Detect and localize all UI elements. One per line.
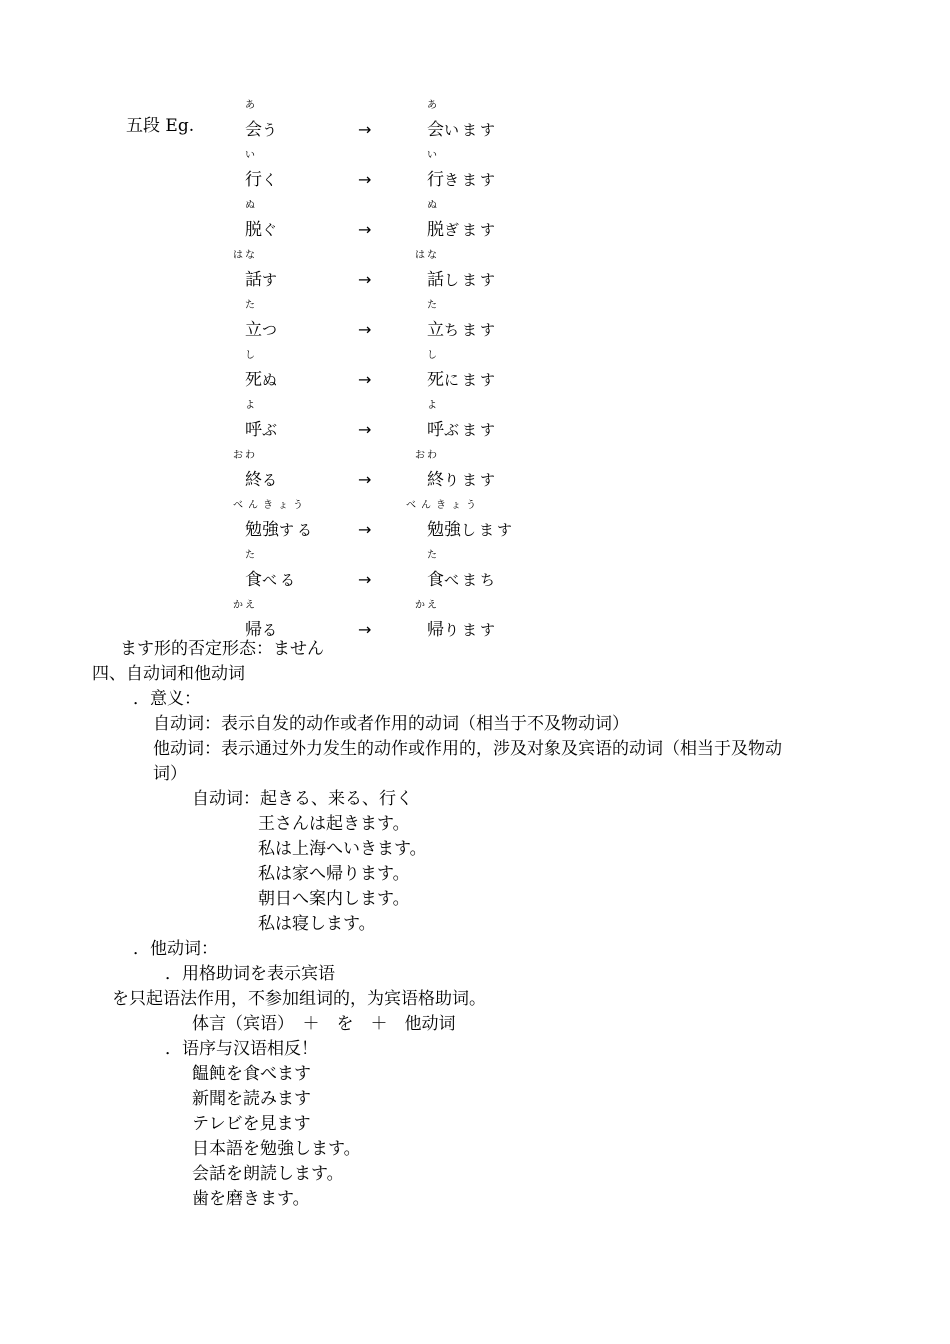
conjugation-row <box>0 550 950 590</box>
arrow-icon: → <box>358 520 372 539</box>
dictionary-form-kanji: 脱 <box>245 220 262 240</box>
transitive-subpoint-1: ．用格助词を表示宾语 <box>165 964 335 984</box>
dictionary-form-kanji: 行 <box>245 170 262 190</box>
arrow-icon: → <box>358 120 372 139</box>
masu-form-kana: きます <box>444 171 499 189</box>
dictionary-form <box>245 420 280 440</box>
dictionary-form-furigana: た <box>245 300 257 311</box>
dictionary-form-furigana: おわ <box>233 450 257 461</box>
dictionary-form-kanji: 帰 <box>245 620 262 640</box>
conjugation-row <box>0 450 950 490</box>
dictionary-form <box>245 320 280 340</box>
conjugation-row <box>0 250 950 290</box>
transitive-example: 歯を磨きます。 <box>192 1189 310 1209</box>
dictionary-form <box>245 120 280 140</box>
section-heading-4: 四、自动词和他动词 <box>92 664 245 684</box>
masu-form-furigana: よ <box>427 400 439 411</box>
dictionary-form-kana: く <box>262 171 281 189</box>
masu-form <box>427 370 498 390</box>
dictionary-form-furigana: い <box>245 150 257 161</box>
masu-form-kanji: 帰 <box>427 620 444 640</box>
dictionary-form-kana: ぬ <box>262 371 281 389</box>
dictionary-form-kana: つ <box>262 321 281 339</box>
conjugation-row <box>0 600 950 640</box>
transitive-example: 会話を朗読します。 <box>192 1164 344 1184</box>
dictionary-form <box>245 520 315 540</box>
masu-form-furigana: おわ <box>415 450 439 461</box>
dictionary-form-kanji: 食 <box>245 570 262 590</box>
masu-form-kana: します <box>461 521 516 539</box>
masu-form-kanji: 食 <box>427 570 444 590</box>
dictionary-form-furigana: かえ <box>233 600 257 611</box>
masu-form-furigana: い <box>427 150 439 161</box>
masu-form-kana: ぶます <box>444 421 499 439</box>
masu-form-furigana: ぬ <box>427 200 439 211</box>
dictionary-form-furigana: よ <box>245 400 257 411</box>
meaning-heading: ．意义： <box>133 689 201 709</box>
masu-form-kana: にます <box>444 371 499 389</box>
intransitive-examples-heading: 自动词：起きる、来る、行く <box>192 789 413 809</box>
intransitive-example: 私は上海へいきます。 <box>258 839 427 859</box>
masu-form <box>427 120 498 140</box>
masu-form-kanji: 勉強 <box>427 520 461 540</box>
dictionary-form <box>245 220 280 240</box>
dictionary-form-kanji: 会 <box>245 120 262 140</box>
masu-form-kanji: 話 <box>427 270 444 290</box>
dictionary-form <box>245 370 280 390</box>
masu-form-kanji: 会 <box>427 120 444 140</box>
masu-form-furigana: かえ <box>415 600 439 611</box>
dictionary-form <box>245 570 298 590</box>
conjugation-row <box>0 100 950 140</box>
arrow-icon: → <box>358 320 372 339</box>
dictionary-form-kanji: 死 <box>245 370 262 390</box>
transitive-example: 饂飩を食べます <box>192 1064 311 1084</box>
dictionary-form-kana: う <box>262 121 281 139</box>
masu-form-kanji: 行 <box>427 170 444 190</box>
dictionary-form-kana: ぐ <box>262 221 281 239</box>
masu-form-kanji: 死 <box>427 370 444 390</box>
masu-form-kana: ります <box>444 471 499 489</box>
transitive-example: 新聞を読みます <box>192 1089 311 1109</box>
transitive-heading: ．他动词： <box>133 939 218 959</box>
object-particle-note: を只起语法作用，不参加组词的，为宾语格助词。 <box>112 989 486 1009</box>
dictionary-form-kana: す <box>262 271 281 289</box>
masu-form-furigana: べんきょう <box>406 500 481 511</box>
transitive-example: 日本語を勉強します。 <box>192 1139 361 1159</box>
masu-form <box>427 520 515 540</box>
conjugation-row <box>0 300 950 340</box>
intransitive-example: 私は寝します。 <box>258 914 376 934</box>
dictionary-form-kanji: 勉強 <box>245 520 279 540</box>
godan-example-label: 五段 Eg. <box>126 116 195 136</box>
conjugation-row <box>0 200 950 240</box>
dictionary-form-furigana: はな <box>233 250 257 261</box>
dictionary-form-kana: る <box>262 471 281 489</box>
transitive-subpoint-2: ．语序与汉语相反！ <box>165 1039 318 1059</box>
masu-form-kana: ります <box>444 621 499 639</box>
arrow-icon: → <box>358 270 372 289</box>
masu-form-furigana: はな <box>415 250 439 261</box>
transitive-example: テレビを見ます <box>192 1114 311 1134</box>
arrow-icon: → <box>358 220 372 239</box>
arrow-icon: → <box>358 620 372 639</box>
transitive-definition: 他动词：表示通过外力发生的动作或作用的，涉及对象及宾语的动词（相当于及物动 <box>153 739 782 759</box>
dictionary-form-kanji: 終 <box>245 470 262 490</box>
masu-form-kanji: 脱 <box>427 220 444 240</box>
dictionary-form <box>245 270 280 290</box>
arrow-icon: → <box>358 370 372 389</box>
masu-form-kana: ちます <box>444 321 499 339</box>
masu-form <box>427 470 498 490</box>
grammar-formula: 体言（宾语） ＋ を ＋ 他动词 <box>192 1014 456 1034</box>
conjugation-row <box>0 150 950 190</box>
arrow-icon: → <box>358 570 372 589</box>
conjugation-row <box>0 350 950 390</box>
dictionary-form-kana: する <box>279 521 316 539</box>
dictionary-form-furigana: し <box>245 350 257 361</box>
dictionary-form-furigana: た <box>245 550 257 561</box>
dictionary-form <box>245 170 280 190</box>
dictionary-form-kanji: 話 <box>245 270 262 290</box>
dictionary-form-furigana: あ <box>245 100 257 111</box>
dictionary-form-kana: る <box>262 621 281 639</box>
masu-form-kana: します <box>444 271 499 289</box>
dictionary-form-kanji: 呼 <box>245 420 262 440</box>
arrow-icon: → <box>358 470 372 489</box>
arrow-icon: → <box>358 170 372 189</box>
dictionary-form <box>245 470 280 490</box>
dictionary-form-kanji: 立 <box>245 320 262 340</box>
masu-form <box>427 220 498 240</box>
masu-form-furigana: し <box>427 350 439 361</box>
masu-form <box>427 420 498 440</box>
masu-form <box>427 320 498 340</box>
masu-form <box>427 170 498 190</box>
dictionary-form-kana: べる <box>262 571 299 589</box>
masu-form <box>427 270 498 290</box>
masu-form-kanji: 終 <box>427 470 444 490</box>
masu-form-kana: います <box>444 121 499 139</box>
intransitive-example: 私は家へ帰ります。 <box>258 864 410 884</box>
transitive-definition-continued: 词） <box>153 764 187 784</box>
masu-form-kana: べまち <box>444 571 499 589</box>
intransitive-example: 朝日へ案内します。 <box>258 889 410 909</box>
masu-form-kana: ぎます <box>444 221 499 239</box>
masu-form-furigana: た <box>427 300 439 311</box>
dictionary-form-kana: ぶ <box>262 421 281 439</box>
conjugation-row <box>0 400 950 440</box>
masu-form <box>427 620 498 640</box>
masu-form-kanji: 立 <box>427 320 444 340</box>
masu-form-furigana: あ <box>427 100 439 111</box>
negative-form-note: ます形的否定形态：ません <box>120 639 324 659</box>
conjugation-row <box>0 500 950 540</box>
dictionary-form-furigana: べんきょう <box>233 500 308 511</box>
masu-form <box>427 570 498 590</box>
intransitive-example: 王さんは起きます。 <box>258 814 410 834</box>
dictionary-form-furigana: ぬ <box>245 200 257 211</box>
intransitive-definition: 自动词：表示自发的动作或者作用的动词（相当于不及物动词） <box>153 714 629 734</box>
masu-form-kanji: 呼 <box>427 420 444 440</box>
masu-form-furigana: た <box>427 550 439 561</box>
arrow-icon: → <box>358 420 372 439</box>
